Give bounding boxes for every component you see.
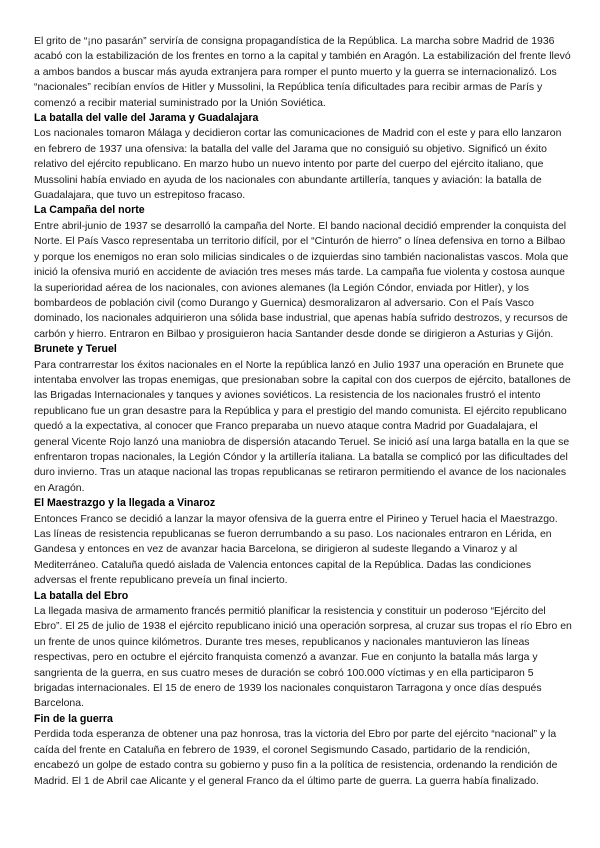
section-paragraph-fin-guerra: Perdida toda esperanza de obtener una paz honrosa, tras la victoria del Ebro por parte del ejército “nacional” y la caída del frente en Cataluña en febrero de 1939, el coronel Segismundo Casado, partidario de la rendición, encabezó un golpe de estado contra su gobierno y puso fin a la política de resistencia, ordenando la rendición de Madrid. El 1 de Abril cae Alicante y el general Franco da el último parte de guerra. La guerra había finalizado.: [34, 729, 558, 787]
section-paragraph-batalla-ebro: La llegada masiva de armamento francés permitió planificar la resistencia y constituir un poderoso “Ejército del Ebro”. El 25 de julio de 1938 el ejército republicano inició una operación sorpresa, al cruzar sus tropas el río Ebro en un frente de unos quince kilómetros. Durante tres meses, republicanos y nacionales mantuvieron las líneas respectivas, pero en octubre el ejército franquista comenzó a avanzar. Fue en conjunto la batalla más larga y sangrienta de la guerra, en sus cuatro meses de duración se cobró 100.000 víctimas y en ella participaron 5 brigadas internacionales. El 15 de enero de 1939 los nacionales conquistaron Tarragona y once días después Barcelona.: [34, 606, 572, 710]
intro-paragraph: El grito de “¡no pasarán” serviría de consigna propagandística de la República. La marcha sobre Madrid de 1936 acabó con la estabilización de los frentes en torno a la capital y también en Aragón. La estabilización del frente llevó a ambos bandos a buscar más ayuda extranjera para romper el punto muerto y la guerra se internacionalizó. Los “nacionales” recibían envíos de Hitler y Mussolini, la República tenía dificultades para recibir armas de París y comenzó a recibir material suministrado por la Unión Soviética.: [34, 36, 571, 109]
section-heading-batalla-ebro: La batalla del Ebro: [34, 589, 129, 602]
section-paragraph-maestrazgo-vinaroz: Entonces Franco se decidió a lanzar la mayor ofensiva de la guerra entre el Pirineo y Teruel hacia el Maestrazgo. Las líneas de resistencia republicanas se fueron derrumbando a su paso. Los nacionales entraron en Lérida, en Gandesa y entonces en vez de avanzar hacia Barcelona, se dirigieron al sudeste llegando a Vinaroz y al Mediterráneo. Cataluña quedó aislada de Valencia entonces capital de la República. Dadas las condiciones adversas el frente republicano preveía un final incierto.: [34, 513, 558, 587]
section-heading-jarama-guadalajara: La batalla del valle del Jarama y Guadalajara: [34, 112, 259, 125]
section-paragraph-brunete-teruel: Para contrarrestar los éxitos nacionales en el Norte la república lanzó en Julio 1937 una operación en Brunete que intentaba envolver las tropas enemigas, que presionaban sobre la capital con dos cuerpos de ejército, batallones de las Brigadas Internacionales y tanques y aviones soviéticos. La resistencia de los nacionales frustró el intento republicano fue un gran desastre para la República y para el prestigio del mando comunista. El ejército republicano quedó a la expectativa, al conocer que Franco preparaba un nuevo ataque contra Madrid por Guadalajara, el general Vicente Rojo lanzó una maniobra de dispersión atacando Teruel. Se inició así una larga batalla en la que se enfrentaron tropas nacionales, la Legión Cóndor y la artillería italiana. La batalla se complicó por las dificultades del duro invierno. Tras un ataque nacional las tropas republicanas se retiraron permitiendo el avance de los nacionales en Aragón.: [34, 359, 571, 494]
section-heading-campana-norte: La Campaña del norte: [34, 204, 145, 217]
section-paragraph-campana-norte: Entre abril-junio de 1937 se desarrolló la campaña del Norte. El bando nacional decidió emprender la conquista del Norte. El País Vasco representaba un territorio difícil, por el “Cinturón de hierro” o línea defensiva en torno a Bilbao y porque los enemigos no eran solo milicias sindicales o de izquierdas sino también nacionalistas vascos. Mola que inició la ofensiva murió en accidente de aviación tres meses más tarde. La campaña fue violenta y costosa aunque la superioridad aérea de los nacionales, con aviones alemanes (la Legión Cóndor, enviada por Hitler), y los bombardeos de población civil (como Durango y Guernica) desmoralizaron al adversario. Con el País Vasco dominado, los nacionales adquirieron una sólida base industrial, que apenas había sufrido destrozos, y recursos de carbón y hierro. Entraron en Bilbao y prosiguieron hacia Santander desde donde se dirigieron a Asturias y Gijón.: [34, 220, 569, 340]
section-heading-maestrazgo-vinaroz: El Maestrazgo y la llegada a Vinaroz: [34, 497, 216, 510]
section-heading-brunete-teruel: Brunete y Teruel: [34, 343, 117, 356]
section-heading-fin-guerra: Fin de la guerra: [34, 712, 113, 725]
section-paragraph-jarama-guadalajara: Los nacionales tomaron Málaga y decidieron cortar las comunicaciones de Madrid con el este y para ello lanzaron en febrero de 1937 una ofensiva: la batalla del valle del Jarama que no consiguió su objetivo. Significó un éxito relativo del ejército republicano. En marzo hubo un nuevo intento por parte del cuerpo del ejército italiano, que Mussolini había enviado en ayuda de los nacionales con abundante artillería, tanques y aviación: la batalla de Guadalajara, que tuvo un estrepitoso fracaso.: [34, 128, 562, 202]
